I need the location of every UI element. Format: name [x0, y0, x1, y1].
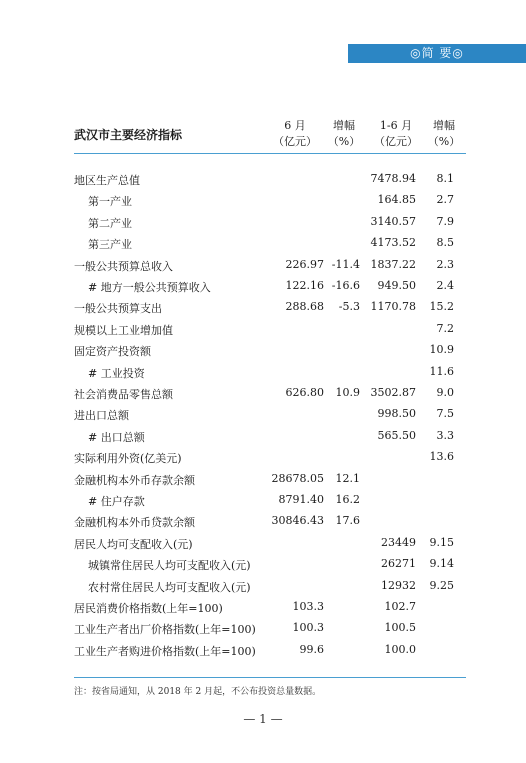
row-label: 第一产业 — [88, 195, 132, 209]
cell-ytd-growth: 9.15 — [429, 535, 454, 549]
cell-month-growth: -16.6 — [331, 279, 360, 292]
cell-ytd-growth: 11.6 — [429, 364, 454, 378]
cell-month-growth: 12.1 — [335, 471, 360, 485]
header-ytd-growth — [426, 118, 462, 150]
cell-ytd-value: 100.0 — [384, 642, 416, 656]
footer-divider — [74, 677, 466, 678]
cell-ytd-value: 12932 — [381, 578, 416, 592]
cell-ytd-growth: 13.6 — [429, 450, 454, 464]
cell-ytd-growth: 8.1 — [436, 172, 454, 185]
table-row — [74, 365, 466, 385]
header-month — [268, 118, 322, 150]
page-number: — 1 — — [243, 712, 283, 726]
cell-ytd-growth: 2.7 — [436, 193, 454, 207]
header-month-line1: 6 月 — [284, 119, 306, 132]
table-row — [74, 621, 466, 641]
row-label: 实际利用外资(亿美元) — [74, 452, 182, 466]
cell-ytd-value: 3502.87 — [370, 386, 416, 399]
row-label: 居民人均可支配收入(元) — [74, 537, 193, 551]
cell-ytd-growth: 10.9 — [429, 343, 454, 357]
table-row — [74, 579, 466, 599]
cell-ytd-value: 4173.52 — [370, 236, 416, 250]
table-row — [74, 643, 466, 663]
cell-month-growth: 10.9 — [335, 386, 360, 399]
row-label: 一般公共预算支出 — [74, 302, 162, 316]
row-label: # 地方一般公共预算收入 — [88, 281, 211, 294]
cell-ytd-growth: 9.0 — [436, 386, 454, 399]
table-row — [74, 514, 466, 534]
table-row — [74, 472, 466, 492]
row-label: 金融机构本外币存款余额 — [74, 473, 195, 487]
table-row — [74, 429, 466, 449]
table-row — [74, 258, 466, 278]
cell-ytd-value: 565.50 — [377, 428, 416, 442]
header-growth-line2: （%） — [327, 135, 361, 148]
row-label: 第三产业 — [88, 238, 132, 252]
row-label: 一般公共预算总收入 — [74, 259, 173, 273]
cell-ytd-value: 3140.57 — [370, 214, 416, 228]
cell-ytd-growth: 7.5 — [436, 407, 454, 421]
table-row — [74, 215, 466, 235]
table-row — [74, 600, 466, 620]
table-row — [74, 343, 466, 363]
table-row — [74, 386, 466, 406]
row-label: 第二产业 — [88, 216, 132, 230]
cell-month-growth: -5.3 — [338, 300, 360, 314]
cell-ytd-growth: 9.25 — [429, 578, 454, 592]
cell-ytd-growth: 2.4 — [436, 279, 454, 292]
cell-month-value: 28678.05 — [271, 471, 324, 485]
header-ytd-growth-line2: （%） — [427, 135, 461, 148]
table-row — [74, 279, 466, 299]
row-label: 进出口总额 — [74, 409, 129, 423]
row-label: 工业生产者出厂价格指数(上年=100) — [74, 623, 256, 637]
cell-ytd-growth: 3.3 — [436, 428, 454, 442]
table-row — [74, 557, 466, 577]
cell-ytd-value: 7478.94 — [370, 172, 416, 185]
cell-ytd-growth: 7.2 — [436, 321, 454, 335]
row-label: 工业生产者购进价格指数(上年=100) — [74, 644, 256, 658]
cell-month-value: 288.68 — [285, 300, 324, 314]
table-row — [74, 450, 466, 470]
header-ytd — [370, 118, 422, 150]
cell-month-value: 122.16 — [285, 279, 324, 292]
cell-ytd-growth: 8.5 — [436, 236, 454, 250]
cell-ytd-growth: 2.3 — [436, 257, 454, 271]
row-label: 居民消费价格指数(上年=100) — [74, 602, 223, 615]
cell-ytd-growth: 7.9 — [436, 214, 454, 228]
cell-month-value: 99.6 — [299, 642, 324, 656]
row-label: 固定资产投资额 — [74, 345, 151, 359]
table-row — [74, 236, 466, 256]
cell-month-value: 8791.40 — [278, 493, 324, 506]
cell-ytd-value: 164.85 — [377, 193, 416, 207]
header-growth — [326, 118, 362, 150]
table-row — [74, 193, 466, 213]
cell-ytd-value: 998.50 — [377, 407, 416, 421]
cell-month-value: 103.3 — [292, 600, 324, 613]
row-label: 金融机构本外币贷款余额 — [74, 516, 195, 530]
cell-month-growth: 17.6 — [335, 514, 360, 528]
section-banner: ◎简 要◎ — [348, 44, 526, 63]
footnote: 注：按省局通知，从 2018 年 2 月起，不公布投资总量数据。 — [74, 687, 322, 697]
cell-month-growth: 16.2 — [335, 493, 360, 506]
cell-ytd-growth: 9.14 — [429, 557, 454, 571]
header-ytd-growth-line1: 增幅 — [433, 119, 455, 132]
table-title: 武汉市主要经济指标 — [74, 128, 183, 142]
cell-ytd-value: 26271 — [381, 557, 416, 571]
table-row — [74, 493, 466, 513]
cell-ytd-value: 949.50 — [377, 279, 416, 292]
table-row — [74, 300, 466, 320]
row-label: 农村常住居民人均可支配收入(元) — [88, 580, 251, 594]
table-row — [74, 536, 466, 556]
header-divider — [74, 153, 466, 154]
header-ytd-line2: （亿元） — [374, 135, 418, 148]
table-row — [74, 407, 466, 427]
cell-month-value: 30846.43 — [271, 514, 324, 528]
row-label: # 住户存款 — [88, 495, 145, 508]
cell-ytd-value: 100.5 — [384, 621, 416, 635]
table-row — [74, 172, 466, 192]
header-month-line2: （亿元） — [273, 135, 317, 148]
cell-ytd-value: 1837.22 — [370, 257, 416, 271]
cell-month-growth: -11.4 — [331, 257, 360, 271]
row-label: 规模以上工业增加值 — [74, 323, 173, 337]
cell-month-value: 100.3 — [292, 621, 324, 635]
cell-ytd-value: 102.7 — [384, 600, 416, 613]
row-label: 地区生产总值 — [74, 174, 140, 187]
cell-ytd-growth: 15.2 — [429, 300, 454, 314]
cell-month-value: 626.80 — [285, 386, 324, 399]
row-label: # 工业投资 — [88, 366, 145, 380]
row-label: # 出口总额 — [88, 430, 145, 444]
cell-ytd-value: 1170.78 — [370, 300, 416, 314]
cell-ytd-value: 23449 — [381, 535, 416, 549]
row-label: 社会消费品零售总额 — [74, 388, 173, 401]
row-label: 城镇常住居民人均可支配收入(元) — [88, 559, 251, 573]
header-growth-line1: 增幅 — [333, 119, 355, 132]
header-ytd-line1: 1-6 月 — [379, 119, 413, 132]
table-row — [74, 322, 466, 342]
cell-month-value: 226.97 — [285, 257, 324, 271]
